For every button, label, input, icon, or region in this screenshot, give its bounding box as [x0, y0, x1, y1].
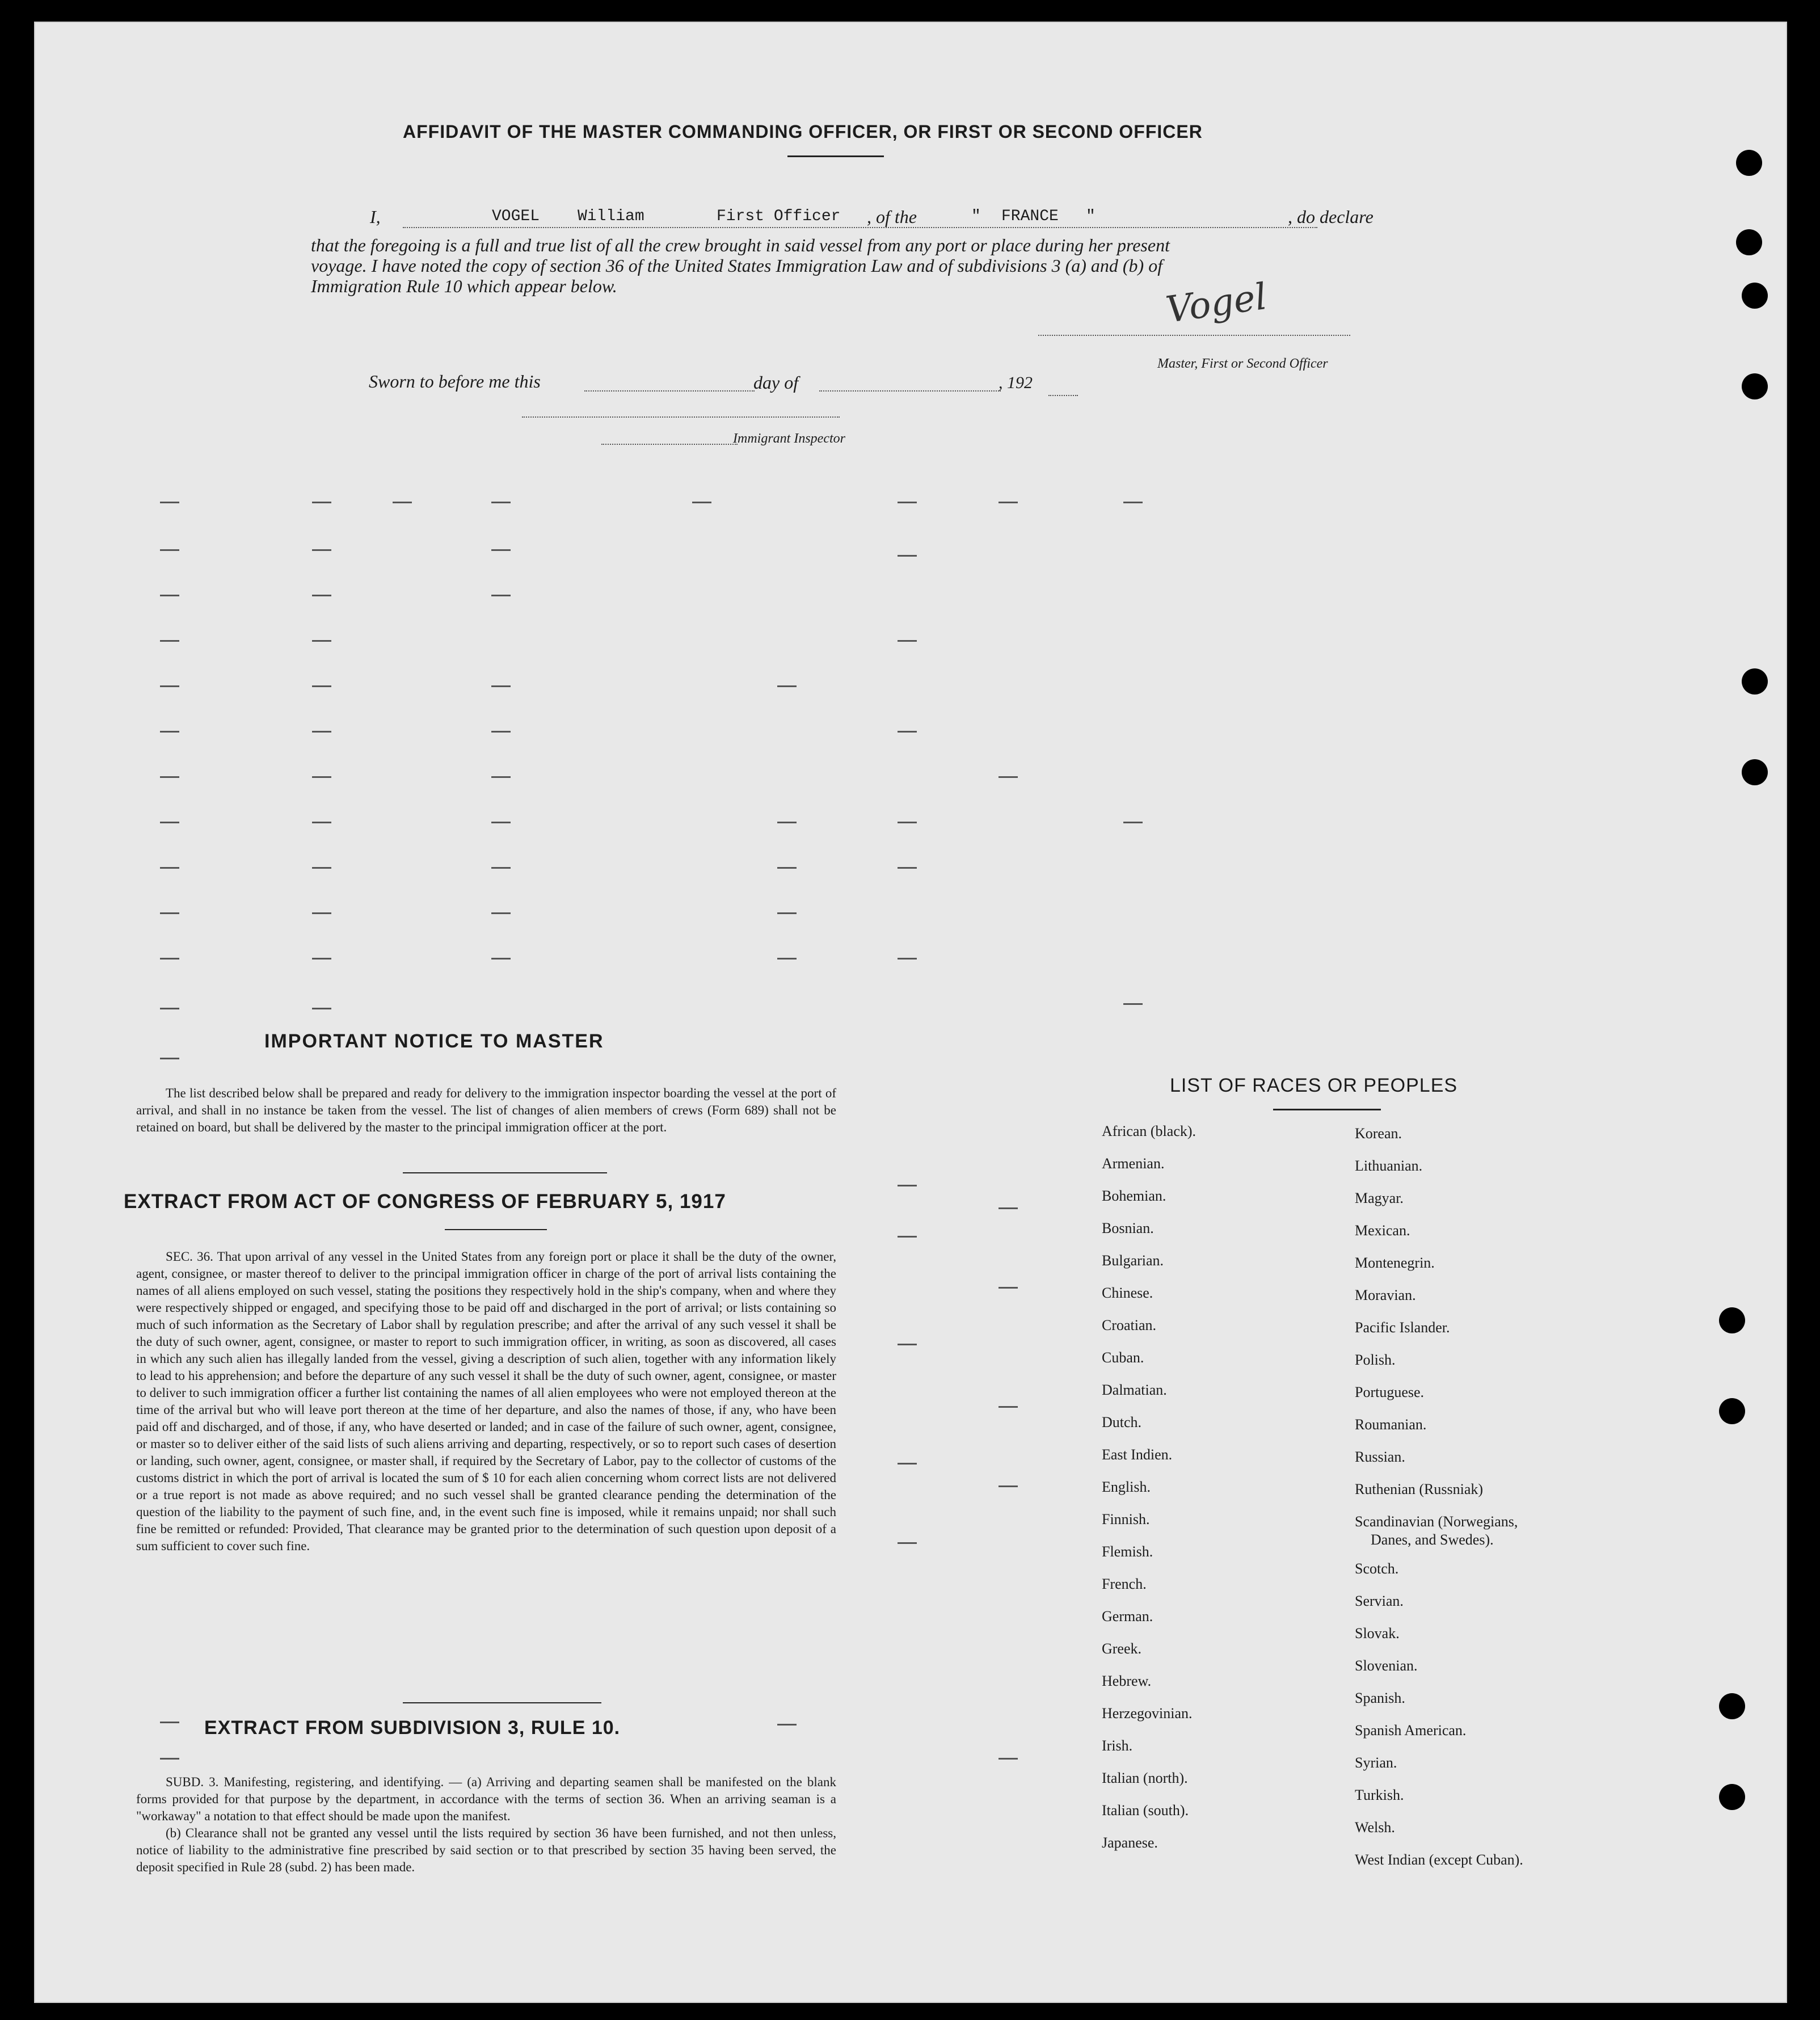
race-item — [1355, 1351, 1650, 1383]
race-item — [1355, 1222, 1650, 1254]
inspector-short-line — [601, 444, 738, 445]
faint-dash — [160, 685, 179, 687]
faint-dash — [999, 1758, 1018, 1760]
race-item — [1355, 1480, 1650, 1513]
race-label: African (black). — [1102, 1123, 1197, 1139]
extract-divider — [403, 1702, 601, 1703]
race-label: Korean. — [1355, 1125, 1402, 1142]
race-label: Japanese. — [1102, 1834, 1158, 1851]
race-item — [1355, 1592, 1650, 1625]
race-item — [1102, 1446, 1329, 1478]
race-label: Italian (north). — [1102, 1770, 1188, 1786]
race-item — [1355, 1560, 1650, 1592]
extract-rule-title: EXTRACT FROM SUBDIVISION 3, RULE 10. — [204, 1717, 621, 1739]
faint-dash — [491, 549, 511, 551]
race-label: Finnish. — [1102, 1511, 1150, 1527]
race-item — [1355, 1625, 1650, 1657]
faint-dash — [898, 822, 917, 823]
race-item — [1102, 1122, 1329, 1155]
race-item — [1355, 1851, 1650, 1883]
race-label: Scandinavian (Norwegians, — [1355, 1513, 1518, 1530]
race-label: Bohemian. — [1102, 1188, 1166, 1204]
faint-dash — [491, 776, 511, 778]
race-item — [1102, 1349, 1329, 1381]
race-label: Polish. — [1355, 1352, 1396, 1368]
faint-dash — [898, 502, 917, 503]
officer-surname: VOGEL — [492, 208, 540, 225]
declaration-body — [311, 235, 1440, 296]
race-label: Hebrew. — [1102, 1673, 1152, 1689]
faint-dash — [898, 867, 917, 869]
race-label: Spanish. — [1355, 1690, 1405, 1706]
race-label: Italian (south). — [1102, 1802, 1189, 1819]
faint-dash — [160, 549, 179, 551]
race-item — [1355, 1513, 1650, 1560]
faint-dash — [777, 867, 797, 869]
race-item — [1102, 1187, 1329, 1219]
declaration-line-3: Immigration Rule 10 which appear below. — [311, 276, 617, 296]
document-page — [34, 22, 1787, 2003]
faint-dash — [312, 776, 331, 778]
race-item — [1102, 1705, 1329, 1737]
quote-close: " — [1086, 208, 1096, 225]
faint-dash — [160, 1758, 179, 1760]
faint-dash — [160, 731, 179, 733]
race-item — [1102, 1802, 1329, 1834]
race-label: French. — [1102, 1576, 1147, 1592]
inspector-caption: Immigrant Inspector — [733, 431, 845, 446]
faint-dash — [777, 685, 797, 687]
race-item — [1355, 1157, 1650, 1189]
race-item — [1355, 1416, 1650, 1448]
faint-dash — [160, 1008, 179, 1009]
faint-dash — [999, 1485, 1018, 1487]
title-underline — [787, 155, 884, 157]
of-the-label: , of the — [867, 207, 917, 227]
race-label: Syrian. — [1355, 1754, 1397, 1771]
race-label: Magyar. — [1355, 1190, 1404, 1206]
faint-dash — [160, 958, 179, 960]
race-label: Chinese. — [1102, 1285, 1153, 1301]
faint-dash — [160, 595, 179, 596]
races-right-column — [1355, 1125, 1650, 1883]
officer-rank: First Officer — [717, 208, 841, 225]
faint-dash — [777, 1724, 797, 1726]
race-item — [1355, 1722, 1650, 1754]
race-item — [1102, 1381, 1329, 1413]
do-declare-label: , do declare — [1288, 207, 1374, 227]
race-item — [1102, 1316, 1329, 1349]
faint-dash — [160, 640, 179, 642]
faint-dash — [898, 1236, 917, 1238]
punch-hole — [1719, 1398, 1745, 1424]
race-item — [1355, 1786, 1650, 1819]
faint-dash — [312, 595, 331, 596]
faint-dash — [898, 731, 917, 733]
race-label: Dalmatian. — [1102, 1382, 1167, 1398]
extract-act-text — [136, 1248, 836, 1555]
race-label: Roumanian. — [1355, 1416, 1427, 1433]
race-label: Flemish. — [1102, 1543, 1153, 1560]
faint-dash — [491, 685, 511, 687]
race-item — [1355, 1319, 1650, 1351]
signature-line — [1038, 335, 1350, 336]
race-item — [1355, 1189, 1650, 1222]
rule-subdivision-a: SUBD. 3. Manifesting, registering, and identifying. — (a) Arriving and departing seamen shall be manifested on the blank forms provided for that purpose by the department, in accordance with the terms of section 36. When an arriving seaman is a "workaway" a notation to that effect should be made upon the manifest. — [136, 1775, 836, 1823]
faint-dash — [777, 822, 797, 823]
race-label: Welsh. — [1355, 1819, 1395, 1836]
day-of-label: day of — [753, 372, 799, 393]
race-label: Bulgarian. — [1102, 1252, 1164, 1269]
race-label: Lithuanian. — [1355, 1158, 1423, 1174]
faint-dash — [898, 1463, 917, 1465]
quote-open: " — [971, 208, 981, 225]
race-item — [1102, 1510, 1329, 1543]
race-item — [1102, 1543, 1329, 1575]
race-item — [1102, 1252, 1329, 1284]
faint-dash — [491, 731, 511, 733]
extract-rule-text — [136, 1774, 836, 1876]
race-item — [1102, 1769, 1329, 1802]
year-line — [1048, 395, 1078, 396]
race-label: Greek. — [1102, 1640, 1142, 1657]
year-label: , 192 — [999, 373, 1033, 392]
race-item — [1355, 1448, 1650, 1480]
faint-dash — [898, 555, 917, 557]
sworn-month-line — [819, 390, 1001, 392]
faint-dash — [312, 502, 331, 503]
faint-dash — [491, 912, 511, 914]
punch-hole — [1742, 759, 1768, 785]
punch-hole — [1742, 668, 1768, 695]
faint-dash — [160, 776, 179, 778]
faint-dash — [312, 912, 331, 914]
faint-dash — [898, 1542, 917, 1544]
faint-dash — [491, 867, 511, 869]
race-label: Portuguese. — [1355, 1384, 1425, 1400]
race-label: Scotch. — [1355, 1560, 1399, 1577]
rule-subdivision-b: (b) Clearance shall not be granted any vessel until the lists required by section 36 have been furnished, and not then unless, notice of liability to the administrative fine prescribed by said section or to that prescribed by section 35 having been served, the deposit specified in Rule 28 (subd. 2) has been made. — [136, 1826, 836, 1874]
race-item — [1355, 1383, 1650, 1416]
race-label: Pacific Islander. — [1355, 1319, 1450, 1336]
race-item — [1102, 1413, 1329, 1446]
race-item — [1102, 1155, 1329, 1187]
faint-dash — [312, 731, 331, 733]
faint-dash — [160, 822, 179, 823]
race-label: Armenian. — [1102, 1155, 1165, 1172]
race-label: Croatian. — [1102, 1317, 1157, 1333]
declaration-fill-line — [403, 227, 1317, 228]
faint-dash — [160, 1722, 179, 1723]
faint-dash — [999, 1287, 1018, 1289]
faint-dash — [312, 867, 331, 869]
faint-dash — [160, 867, 179, 869]
punch-hole — [1742, 373, 1768, 399]
races-underline — [1273, 1109, 1381, 1110]
faint-dash — [160, 502, 179, 503]
faint-dash — [312, 549, 331, 551]
sworn-label: Sworn to before me this — [369, 371, 541, 392]
notice-paragraph: The list described below shall be prepared and ready for delivery to the immigration inspector boarding the vessel at the port of arrival, and shall in no instance be taken from the vessel. The list of changes of alien members of crews (Form 689) shall not be retained on board, but shall be delivered by the master to the principal immigration officer at the port. — [136, 1086, 836, 1134]
notice-title: IMPORTANT NOTICE TO MASTER — [264, 1030, 604, 1052]
faint-dash — [160, 912, 179, 914]
race-label: Mexican. — [1355, 1222, 1410, 1239]
faint-dash — [1123, 1003, 1143, 1005]
race-label: Servian. — [1355, 1593, 1404, 1609]
inspector-signature-line — [522, 416, 840, 418]
punch-hole — [1736, 150, 1762, 176]
affidavit-title: AFFIDAVIT OF THE MASTER COMMANDING OFFICER, OR FIRST OR SECOND OFFICER — [403, 121, 1203, 142]
race-label: Dutch. — [1102, 1414, 1142, 1430]
faint-dash — [312, 640, 331, 642]
extract-act-paragraph: SEC. 36. That upon arrival of any vessel in the United States from any foreign port or place it shall be the duty of the owner, agent, consignee, or master thereof to deliver to the principal immigration officer in charge of the port of arrival lists containing the names of all aliens employed on such vessel, stating the positions they respectively hold in the ship's company, when and where they were respectively shipped or engaged, and specifying those to be paid off and discharged in the port of arrival; or lists containing so much of such information as the Secretary of Labor shall by regulation prescribe; and after the arrival of any such vessel it shall be the duty of such owner, agent, consignee, or master to report to such immigration officer, in writing, as soon as discovered, all cases in which any such alien has illegally landed from the vessel, giving a description of such alien, together with any information likely to lead to his apprehension; and before the departure of any such vessel it shall be the duty of such owner, agent, consignee, or master to deliver to such immigration officer a further list containing the names of all alien employees who were not employed thereon at the time of the arrival but who will leave port thereon at the time of her departure, and also the names of those, if any, who have been paid off and discharged, and of those, if any, who have deserted or landed; and in case of the failure of such owner, agent, consignee, or master so to deliver either of the said lists of such aliens arriving and departing, respectively, or so to report such cases of desertion or landing, such owner, agent, consignee, or master shall, if required by the Secretary of Labor, pay to the collector of customs of the customs district in which the port of arrival is located the sum of $ 10 for each alien concerning whom correct lists are not delivered or a true report is not made as above required; and no such vessel shall be granted clearance pending the determination of the question of the liability to the payment of such fine, and, in the event such fine is imposed, while it remains unpaid; nor shall such fine be remitted or refunded: Provided, That clearance may be granted prior to the determination of such question upon deposit of a sum sufficient to cover such fine. — [136, 1249, 836, 1553]
faint-dash — [491, 595, 511, 596]
race-label: Russian. — [1355, 1449, 1405, 1465]
officer-signature: Vogel — [1163, 275, 1270, 332]
faint-dash — [898, 1185, 917, 1186]
faint-dash — [777, 912, 797, 914]
race-item — [1102, 1607, 1329, 1640]
faint-dash — [312, 822, 331, 823]
race-label: Cuban. — [1102, 1349, 1144, 1366]
race-label: Moravian. — [1355, 1287, 1416, 1303]
race-item — [1102, 1575, 1329, 1607]
race-item-continuation: Danes, and Swedes). — [1371, 1531, 1494, 1548]
race-label: Irish. — [1102, 1737, 1133, 1754]
faint-dash — [692, 502, 711, 503]
notice-text — [136, 1085, 836, 1136]
punch-hole — [1742, 283, 1768, 309]
faint-dash — [312, 958, 331, 960]
punch-hole — [1719, 1784, 1745, 1810]
faint-dash — [999, 1406, 1018, 1408]
faint-dash — [491, 958, 511, 960]
punch-hole — [1719, 1693, 1745, 1719]
race-item — [1355, 1254, 1650, 1286]
race-item — [1355, 1286, 1650, 1319]
faint-dash — [1123, 502, 1143, 503]
faint-dash — [312, 685, 331, 687]
race-label: German. — [1102, 1608, 1153, 1625]
faint-dash — [898, 640, 917, 642]
race-item — [1355, 1689, 1650, 1722]
extract-act-title: EXTRACT FROM ACT OF CONGRESS OF FEBRUARY 5, 1917 — [124, 1190, 726, 1213]
signature-caption: Master, First or Second Officer — [1157, 356, 1328, 371]
faint-dash — [898, 1344, 917, 1345]
race-item — [1102, 1219, 1329, 1252]
race-label: Montenegrin. — [1355, 1255, 1435, 1271]
declaration-line-1: that the foregoing is a full and true list of all the crew brought in said vessel from any port or place during her present — [311, 235, 1170, 255]
faint-dash — [491, 822, 511, 823]
race-item — [1355, 1819, 1650, 1851]
race-label: Slovenian. — [1355, 1657, 1418, 1674]
race-label: Slovak. — [1355, 1625, 1400, 1642]
race-item — [1102, 1737, 1329, 1769]
race-label: Spanish American. — [1355, 1722, 1467, 1739]
sworn-day-line — [584, 390, 755, 392]
races-title: LIST OF RACES OR PEOPLES — [1170, 1075, 1458, 1096]
declaration-line-2: voyage. I have noted the copy of section 36 of the United States Immigration Law and of subdivisions 3 (a) and (b) of — [311, 255, 1163, 276]
declaration-prefix: I, — [370, 207, 381, 227]
faint-dash — [160, 1058, 179, 1059]
race-label: Bosnian. — [1102, 1220, 1154, 1236]
faint-dash — [777, 958, 797, 960]
race-label: English. — [1102, 1479, 1151, 1495]
race-label: East Indien. — [1102, 1446, 1173, 1463]
faint-dash — [393, 502, 412, 503]
faint-dash — [999, 1207, 1018, 1209]
races-left-column — [1102, 1122, 1329, 1866]
faint-dash — [999, 776, 1018, 778]
race-label: Herzegovinian. — [1102, 1705, 1193, 1722]
faint-dash — [312, 1008, 331, 1009]
race-label: West Indian (except Cuban). — [1355, 1851, 1523, 1868]
race-item — [1355, 1125, 1650, 1157]
extract-act-underline — [445, 1229, 547, 1230]
race-item — [1102, 1672, 1329, 1705]
officer-given-name: William — [578, 208, 644, 225]
race-item — [1355, 1657, 1650, 1689]
punch-hole — [1719, 1307, 1745, 1333]
race-item — [1102, 1640, 1329, 1672]
race-item — [1355, 1754, 1650, 1786]
ship-name: FRANCE — [1001, 208, 1059, 225]
race-label: Ruthenian (Russniak) — [1355, 1481, 1484, 1497]
race-item — [1102, 1478, 1329, 1510]
faint-dash — [999, 502, 1018, 503]
punch-hole — [1736, 229, 1762, 255]
race-label: Turkish. — [1355, 1787, 1404, 1803]
faint-dash — [898, 958, 917, 960]
race-item — [1102, 1834, 1329, 1866]
notice-divider — [403, 1172, 607, 1173]
faint-dash — [1123, 822, 1143, 823]
race-item — [1102, 1284, 1329, 1316]
faint-dash — [491, 502, 511, 503]
